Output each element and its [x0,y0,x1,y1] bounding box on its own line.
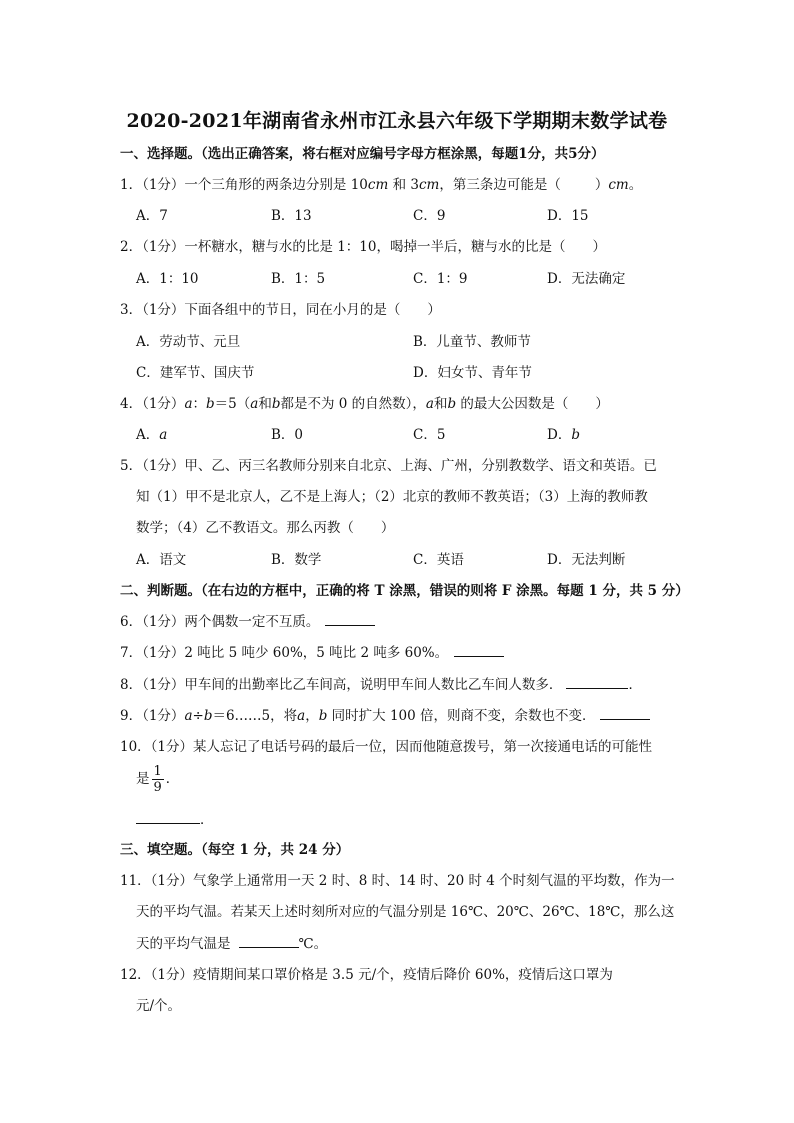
question-12-line-1: 12．（1分）疫情期间某口罩价格是 3.5 元/个，疫情后降价 60%，疫情后这口罩为 [120,967,613,983]
q2-option-a: A．1：10 [136,271,199,287]
section-2-heading: 二、判断题。（在右边的方框中，正确的将 T 涂黑，错误的则将 F 涂黑。每题 1 分，共 5 分） [120,583,689,599]
question-11-line-1: 11．（1分）气象学上通常用一天 2 时、8 时、14 时、20 时 4 个时刻气温的平均数，作为一 [120,873,675,889]
question-5-line-2: 知（1）甲不是北京人，乙不是上海人；（2）北京的教师不教英语；（3）上海的教师教 [136,489,648,505]
section-3-heading: 三、填空题。（每空 1 分，共 24 分） [120,842,350,858]
q2-option-c: C．1：9 [413,271,468,287]
question-10-answer: ． [136,811,214,829]
answer-blank[interactable] [325,613,375,626]
q5-option-b: B．数学 [271,552,322,568]
q4-option-a: A．a [136,427,168,443]
q3-option-c: C．建军节、国庆节 [136,365,255,381]
q2-option-b: B．1：5 [271,271,326,287]
question-5-line-1: 5．（1分）甲、乙、丙三名教师分别来自北京、上海、广州，分别教数学、语文和英语。已 [120,458,657,474]
q3-option-d: D．妇女节、青年节 [413,365,532,381]
q4-option-c: C．5 [413,427,446,443]
question-12-line-2: 元/个。 [136,998,182,1014]
q2-option-d: D．无法确定 [547,271,626,287]
q3-option-a: A．劳动节、元旦 [136,334,241,350]
question-11-line-2: 天的平均气温。若某天上述时刻所对应的气温分别是 16℃、20℃、26℃、18℃，那么这 [136,904,675,920]
question-11-line-3: 天的平均气温是 ℃。 [136,936,328,952]
q3-option-b: B．儿童节、教师节 [413,334,531,350]
answer-blank[interactable] [600,707,650,720]
q1-option-d: D．15 [547,208,589,224]
exam-title: 2020-2021年湖南省永州市江永县六年级下学期期末数学试卷 [126,110,668,132]
question-10-line-2: 是 $\frac{1}{9}$ ． [136,764,180,795]
fraction-one-ninth: $\frac{1}{9}$ [153,764,162,795]
question-4: 4．（1分）a：b＝5（a和b都是不为 0 的自然数），a和b 的最大公因数是（ ） [120,396,609,412]
q4-option-b: B．0 [271,427,304,443]
question-8: 8．（1分）甲车间的出勤率比乙车间高，说明甲车间人数比乙车间人数多． ． [120,677,642,693]
question-2: 2．（1分）一杯糖水，糖与水的比是 1：10，喝掉一半后，糖与水的比是（ ） [120,239,606,255]
q5-option-c: C．英语 [413,552,464,568]
question-10-line-1: 10．（1分）某人忘记了电话号码的最后一位，因而他随意拨号，第一次接通电话的可能性 [120,739,653,755]
q1-option-c: C．9 [413,208,446,224]
question-7: 7．（1分）2 吨比 5 吨少 60%，5 吨比 2 吨多 60%。 [120,644,504,662]
q1-option-b: B．13 [271,208,312,224]
q4-option-d: D．b [547,427,580,443]
q5-option-a: A．语文 [136,552,187,568]
answer-blank[interactable] [239,935,299,948]
answer-blank[interactable] [136,811,200,824]
question-9: 9．（1分）a÷b＝6……5，将a，b 同时扩大 100 倍，则商不变，余数也不变． [120,707,650,725]
answer-blank[interactable] [454,644,504,657]
answer-blank[interactable] [566,676,628,689]
q5-option-d: D．无法判断 [547,552,626,568]
question-3: 3．（1分）下面各组中的节日，同在小月的是（ ） [120,302,441,318]
question-6: 6．（1分）两个偶数一定不互质。 [120,613,375,631]
question-5-line-3: 数学；（4）乙不教语文。那么丙教（ ） [136,520,395,536]
q1-option-a: A．7 [136,208,168,224]
question-1: 1．（1分）一个三角形的两条边分别是 10cm 和 3cm，第三条边可能是（ ）cm。 [120,177,643,193]
section-1-heading: 一、选择题。（选出正确答案，将右框对应编号字母方框涂黑，每题1分，共5分） [120,146,605,162]
